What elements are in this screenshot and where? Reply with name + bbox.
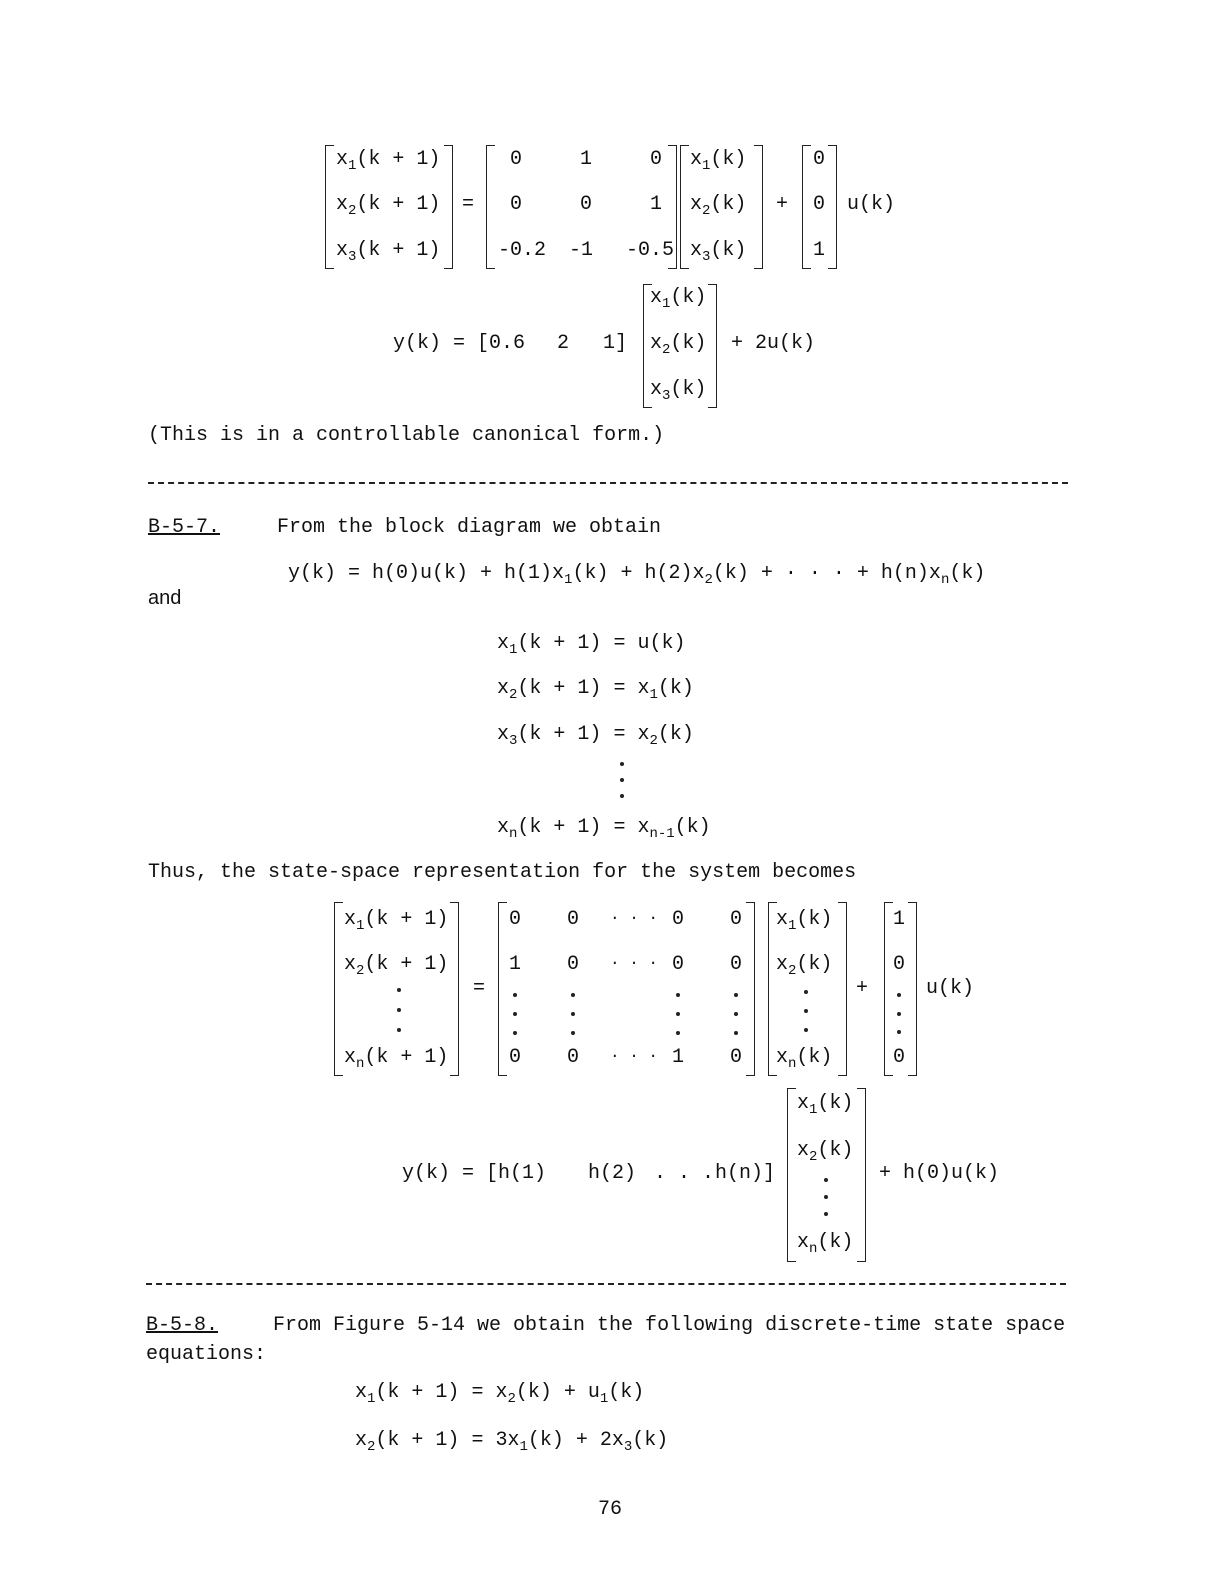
y-x-right-bracket [708,284,717,408]
equals-sign: = [462,193,475,216]
big-lhs-1: $x_1(k + 1)$ [344,908,449,934]
y-eq-c2: 2 [557,332,570,355]
b3: 1 [813,239,826,262]
big-y-x-3: $x_n(k)$ [797,1231,854,1257]
big-lhs-dot-3 [397,1028,401,1032]
big-y-h2: h(2) [588,1162,637,1185]
x-vec-2: $x_2(k)$ [690,193,747,219]
big-a-r1c1: 0 [509,908,522,931]
b57-yeq: $y(k) = h(0)u(k) + h(1)x_1(k) + h(2)x_2(k)$ + · · · + $h(n)x_n(k)$ [288,562,986,588]
big-b-right-bracket [908,902,917,1076]
page-number: 76 [598,1498,623,1521]
big-y-x-dot-2 [824,1195,828,1199]
big-a-r3c2: 0 [567,1046,580,1069]
big-a-r2c2: 0 [567,953,580,976]
big-equals: = [473,977,486,1000]
b58-intro2: equations: [146,1343,267,1366]
b58-eq2: $x_2(k + 1) = 3x_1(k) + 2x_3(k)$ [355,1429,669,1455]
big-y-x-dot-3 [824,1212,828,1216]
x-vector-left-bracket [680,145,689,269]
big-x-dot-2 [804,1009,808,1013]
a21: 0 [510,193,523,216]
a-vdot-c1-1 [513,993,517,997]
big-a-r3c3: · · · [610,1047,659,1065]
a-vdot-c5-2 [734,1012,738,1016]
a-vdot-c2-3 [571,1031,575,1035]
a-vdot-c1-3 [513,1031,517,1035]
big-b-3: 0 [893,1046,906,1069]
vdots-2 [620,778,624,782]
big-a-r1c3: · · · [610,909,659,927]
big-lhs-right-bracket [450,902,459,1076]
a-vdot-c4-2 [676,1012,680,1016]
big-y-x-dot-1 [824,1178,828,1182]
y-x3: $x_3(k)$ [650,378,707,404]
big-a-r2c5: 0 [730,953,743,976]
b1: 0 [813,148,826,171]
big-x-right-bracket [838,902,847,1076]
big-y-dots: . . . [654,1162,715,1185]
plus-sign: + [776,193,789,216]
big-plus: + [856,977,869,1000]
big-a-left-bracket [498,902,507,1076]
lhs-right-bracket [444,145,453,269]
big-lhs-3: $x_n(k + 1)$ [344,1046,449,1072]
y-eq-tail: + 2u(k) [731,332,816,355]
big-y-x-left-bracket [787,1088,796,1262]
a-vdot-c5-3 [734,1031,738,1035]
big-u: u(k) [926,977,975,1000]
b-vector-right-bracket [828,145,837,269]
a22: 0 [580,193,593,216]
divider-1 [148,482,1068,484]
big-y-hn: h(n)] [715,1162,776,1185]
lhs-x1: $x_1(k + 1)$ [336,148,441,174]
a11: 0 [510,148,523,171]
big-a-r1c4: 0 [672,908,685,931]
big-b-dot-3 [897,1030,901,1034]
big-b-dot-1 [897,993,901,997]
b57-and: and [148,587,182,609]
divider-2 [146,1283,1066,1285]
lhs-x3: $x_3(k + 1)$ [336,239,441,265]
y-eq-c3: 1] [603,332,628,355]
a31: -0.2 [498,239,547,262]
y-x2: $x_2(k)$ [650,332,707,358]
b57-label: B-5-7. [148,516,221,539]
b57-eq3: $x_3(k + 1) = x_2(k)$ [497,723,694,749]
big-y-tail: + h(0)u(k) [879,1162,1000,1185]
big-y-x-2: $x_2(k)$ [797,1139,854,1165]
a-vdot-c4-3 [676,1031,680,1035]
big-a-r3c5: 0 [730,1046,743,1069]
b57-eq1: $x_1(k + 1) = u(k)$ [497,632,686,658]
x-vec-1: $x_1(k)$ [690,148,747,174]
lhs-x2: $x_2(k + 1)$ [336,193,441,219]
big-lhs-dot-2 [397,1008,401,1012]
b58-label: B-5-8. [146,1314,219,1337]
y-x1: $x_1(k)$ [650,286,707,312]
big-a-r2c1: 1 [509,953,522,976]
big-y-x-right-bracket [857,1088,866,1262]
big-y-x-1: $x_1(k)$ [797,1092,854,1118]
big-x-1: $x_1(k)$ [776,908,833,934]
matrix-a-left-bracket [486,145,495,269]
a23: 1 [650,193,663,216]
a-vdot-c2-2 [571,1012,575,1016]
a-vdot-c2-1 [571,993,575,997]
a-vdot-c5-1 [734,993,738,997]
big-a-r3c4: 1 [672,1046,685,1069]
big-y-lhs: y(k) = [h(1) [402,1162,547,1185]
big-a-r1c5: 0 [730,908,743,931]
b-vector-left-bracket [802,145,811,269]
b57-eq2: $x_2(k + 1) = x_1(k)$ [497,677,694,703]
b58-eq1: $x_1(k + 1) = x_2(k) + u_1(k)$ [355,1381,645,1407]
big-b-2: 0 [893,953,906,976]
vdots-3 [620,794,624,798]
b2: 0 [813,193,826,216]
big-a-right-bracket [746,902,755,1076]
big-a-r2c4: 0 [672,953,685,976]
b58-intro: From Figure 5-14 we obtain the following discrete-time state space [273,1314,1066,1337]
a-vdot-c4-1 [676,993,680,997]
x-vector-right-bracket [754,145,763,269]
big-x-dot-1 [804,990,808,994]
vdots-1 [620,762,624,766]
big-x-2: $x_2(k)$ [776,953,833,979]
big-b-1: 1 [893,908,906,931]
a12: 1 [580,148,593,171]
big-a-r3c1: 0 [509,1046,522,1069]
a13: 0 [650,148,663,171]
note-controllable: (This is in a controllable canonical form.) [148,424,665,447]
b57-intro: From the block diagram we obtain [277,516,662,539]
a33: -0.5 [626,239,675,262]
big-lhs-dot-1 [397,988,401,992]
big-b-left-bracket [884,902,893,1076]
big-a-r2c3: · · · [610,954,659,972]
a-vdot-c1-2 [513,1012,517,1016]
big-b-dot-2 [897,1012,901,1016]
big-x-3: $x_n(k)$ [776,1046,833,1072]
big-lhs-2: $x_2(k + 1)$ [344,953,449,979]
b57-thus: Thus, the state-space representation for the system becomes [148,861,857,884]
big-lhs-left-bracket [334,902,343,1076]
y-eq-lhs: y(k) = [0.6 [393,332,526,355]
x-vec-3: $x_3(k)$ [690,239,747,265]
u-term: u(k) [847,193,896,216]
lhs-left-bracket [325,145,334,269]
big-x-dot-3 [804,1028,808,1032]
b57-eq4: $x_n(k + 1) = x_{n-1}(k)$ [497,816,711,842]
big-a-r1c2: 0 [567,908,580,931]
a32: -1 [569,239,594,262]
